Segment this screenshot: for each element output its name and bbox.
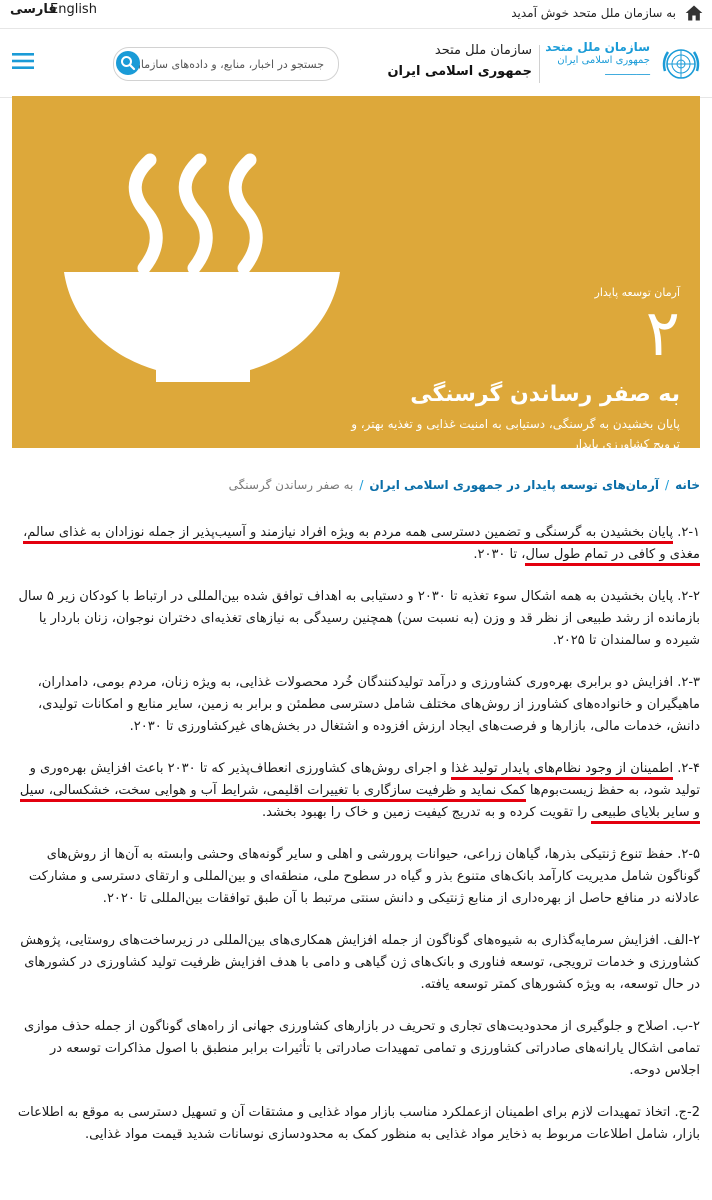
un-emblem-icon[interactable] — [658, 41, 704, 87]
target-paragraph: ۲-۲. پایان بخشیدن به همه اشکال سوء تغذیه تا ۲۰۳۰ و دستیابی به اهداف توافق شده بین‌المللی در ارتباط با کودکان زیر ۵ سال بازمانده از رشد طبیعی از نظر قد و وزن (به نسبت سن) همچنین رسیدگی به نیازهای تغذیه‌ای دختران نوجوان، زنان باردار یا شیرده و سالمندان تا ۲۰۲۵. — [18, 589, 700, 648]
logo-line-1: سازمان ملل متحد — [545, 40, 650, 54]
target-paragraph: ۲-الف. افزایش سرمایه‌گذاری به شیوه‌های گوناگون از جمله افزایش همکاری‌های بین‌المللی در زیرساخت‌های روستایی، پژوهش کشاورزی و خدمات ترویجی، توسعه فناوری و بانک‌های ژن گیاهی و دامی با هدف افزایش ظرفیت تولید کشاورزی در کشورهای در حال توسعه، به ویژه کشورهای کمتر توسعه یافته. — [20, 933, 700, 992]
breadcrumb-separator: / — [359, 478, 364, 492]
org-name: سازمان ملل متحد — [434, 43, 532, 58]
target-number: ۲-۱. — [673, 525, 700, 540]
goal-title: به صفر رساندن گرسنگی — [410, 382, 680, 407]
welcome-text: به سازمان ملل متحد خوش آمدید — [511, 6, 676, 20]
breadcrumb — [229, 478, 700, 492]
highlighted-text: کمک نماید و ظرفیت سازگاری با تغییرات اقلیمی، شرایط آب و هوایی سخت، خشکسالی، سیل و سایر بلایای طبیعی — [20, 783, 700, 824]
paragraph-text: ، تا ۲۰۳۰. — [473, 547, 526, 562]
highlighted-text: اطمینان از وجود نظام‌های پایدار تولید غذا — [451, 761, 673, 780]
site-header — [0, 28, 712, 98]
target-list — [12, 522, 700, 1166]
search-input[interactable] — [137, 54, 326, 74]
goal-number: ۲ — [645, 297, 680, 371]
country-name: جمهوری اسلامی ایران — [387, 64, 532, 79]
target-paragraph: 2-ج. اتخاذ تمهیدات لازم برای اطمینان ازعملکرد مناسب بازار مواد غذایی و مشتقات آن و تسهیل دسترسی به موقع به اطلاعات بازار، شامل اطلاعات مربوط به ذخایر مواد غذایی به منظور کمک به محدودسازی نوسانات شدید قیمت مواد غذایی. — [17, 1105, 700, 1142]
site-title — [387, 43, 532, 79]
paragraph-text: و اجرای روش‌های کشاورزی انعطاف‌پذیر که تا ۲۰۳۰ باعث افزایش بهره‌وری و تولید شود، به حفظ زیست‌بوم‌ها — [29, 761, 700, 798]
header-divider — [539, 45, 540, 83]
lang-english-link[interactable]: English — [50, 2, 97, 17]
search-icon — [116, 51, 140, 75]
highlighted-text: پایان بخشیدن به گرسنگی و تضمین دسترسی همه مردم به ویژه افراد نیازمند و آسیب‌پذیر از جمله نوزادان به غذای سالم، مغذی و کافی در تمام طول سال — [23, 525, 700, 566]
breadcrumb-current: به صفر رساندن گرسنگی — [228, 478, 354, 492]
logo-line-2: جمهوری اسلامی ایران — [557, 55, 650, 66]
target-paragraph: ۲-۳. افزایش دو برابری بهره‌وری کشاورزی و درآمد تولیدکنندگان خُرد محصولات غذایی، به ویژه زنان، مردم بومی، دامداران، ماهیگیران و خانواده‌های کشاورز از روش‌های مختلف شامل دسترسی مطمئن و برابر به زمین، سایر منابع و امکانات تولیدی، دانش، خدمات مالی، بازارها و فرصت‌های ایجاد ارزش افزوده و اشتغال در بخش‌های غیرکشاورزی تا ۲۰۳۰. — [37, 675, 700, 734]
lang-farsi-link[interactable]: فارسی — [10, 2, 57, 17]
sdg-hero-banner — [12, 96, 700, 451]
breadcrumb-separator: / — [665, 478, 670, 492]
search-button[interactable] — [116, 51, 140, 75]
target-paragraph — [12, 758, 700, 824]
hero-kicker: آرمان توسعه پایدار — [594, 286, 680, 299]
target-number: ۲-۴. — [673, 761, 700, 776]
home-icon[interactable] — [684, 3, 704, 23]
search-box — [113, 47, 339, 81]
top-bar — [0, 0, 712, 28]
target-paragraph: ۲-ب. اصلاح و جلوگیری از محدودیت‌های تجاری و تحریف در بازارهای کشاورزی جهانی از راه‌های گوناگون از جمله حذف موازی تمامی اشکال یارانه‌های صادراتی کشاورزی و تمامی تمهیدات صادراتی با تأثیرات برابر منطبق با اصول مذاکرات توسعه در اجلاس دوحه. — [24, 1019, 700, 1078]
steaming-bowl-icon — [62, 150, 342, 390]
logo-line-3: ـــــــــــــــــ — [605, 68, 650, 78]
goal-subtitle: پایان بخشیدن به گرسنگی، دستیابی به امنیت غذایی و تغذیه بهتر، و ترویج کشاورزی پایدار — [351, 417, 680, 451]
menu-icon[interactable] — [12, 51, 34, 71]
target-paragraph — [12, 522, 700, 566]
breadcrumb-home[interactable]: خانه — [675, 478, 700, 492]
logo-text[interactable] — [545, 41, 650, 80]
breadcrumb-parent[interactable]: آرمان‌های توسعه پایدار در جمهوری اسلامی ایران — [369, 478, 660, 492]
paragraph-text: را تقویت کرده و به تدریج کیفیت زمین و خاک را بهبود بخشد. — [261, 805, 592, 820]
target-paragraph: ۲-۵. حفظ تنوع ژنتیکی بذرها، گیاهان زراعی، حیوانات پرورشی و اهلی و سایر گونه‌های وحشی وابسته به آن‌ها از روش‌های گوناگون شامل مدیریت کارآمد بانک‌های متنوع بذر و گیاه در سطوح ملی، منطقه‌ای و بین‌المللی و ارتقای دسترسی و مشارکت عادلانه در منافع حاصل از بهره‌داری از منابع ژنتیکی و دانش سنتی مرتبط با آن طبق توافقات بین‌المللی تا ۲۰۲۰. — [28, 847, 700, 906]
